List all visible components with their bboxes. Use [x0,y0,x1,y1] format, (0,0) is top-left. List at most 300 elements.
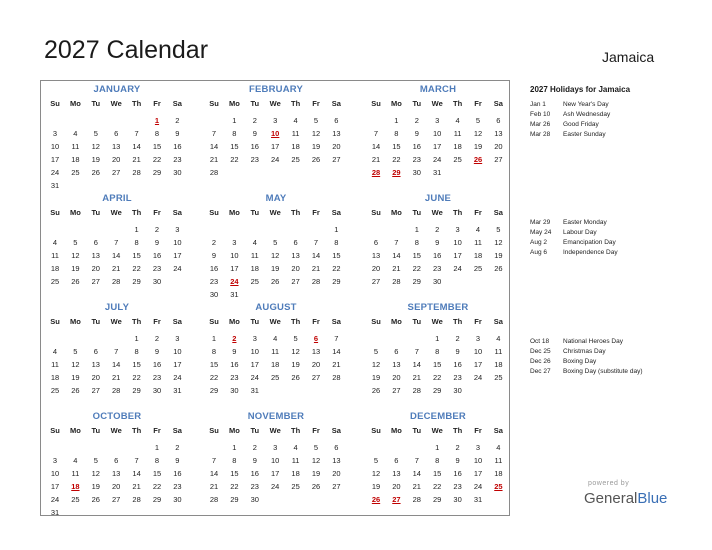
day-cell[interactable]: 14 [112,251,121,260]
day-cell[interactable]: 1 [435,334,440,343]
day-cell[interactable]: 1 [414,225,419,234]
day-cell[interactable]: 26 [91,495,100,504]
day-cell[interactable]: 14 [112,360,121,369]
day-cell[interactable]: 4 [496,334,501,343]
day-cell[interactable]: 28 [412,386,421,395]
day-cell[interactable]: 26 [311,482,321,491]
day-cell[interactable]: 2 [455,334,460,343]
day-cell[interactable]: 6 [114,129,119,138]
day-cell[interactable]: 27 [291,277,300,286]
day-cell[interactable]: 4 [52,238,58,247]
day-cell[interactable]: 30 [453,495,462,504]
day-cell[interactable]: 11 [494,456,503,465]
day-cell[interactable]: 19 [291,360,300,369]
day-cell[interactable]: 12 [71,251,80,260]
day-cell[interactable]: 21 [332,360,341,369]
day-cell[interactable]: 13 [291,251,300,260]
day-cell[interactable]: 18 [473,251,483,260]
day-cell[interactable]: 6 [334,443,339,452]
day-cell[interactable]: 11 [71,469,80,478]
day-cell[interactable]: 29 [412,277,421,286]
day-cell[interactable]: 23 [433,264,442,273]
day-cell[interactable]: 23 [173,155,182,164]
day-cell[interactable]: 26 [91,168,100,177]
day-cell[interactable]: 4 [252,238,257,247]
day-cell[interactable]: 16 [152,360,162,369]
day-cell[interactable]: 19 [91,482,100,491]
day-cell[interactable]: 1 [232,443,237,452]
day-cell[interactable]: 14 [132,469,141,478]
day-cell[interactable]: 30 [173,168,182,177]
day-cell[interactable]: 15 [392,142,401,151]
day-cell[interactable]: 20 [371,264,381,273]
day-cell[interactable]: 14 [209,469,219,478]
day-cell[interactable]: 16 [433,251,442,260]
day-cell[interactable]: 12 [311,456,321,465]
day-cell[interactable]: 7 [373,129,379,138]
day-cell[interactable]: 13 [332,456,341,465]
day-cell[interactable]: 28 [311,277,321,286]
day-cell[interactable]: 24 [50,495,60,504]
day-cell[interactable]: 19 [311,142,321,151]
day-cell[interactable]: 15 [230,469,239,478]
day-cell[interactable]: 27 [91,386,100,395]
day-cell[interactable]: 14 [311,251,321,260]
day-cell[interactable]: 24 [473,482,483,491]
day-cell[interactable]: 13 [112,142,121,151]
day-cell[interactable]: 7 [414,347,419,356]
day-cell[interactable]: 6 [93,238,98,247]
day-cell[interactable]: 5 [313,116,319,125]
day-cell[interactable]: 15 [230,142,239,151]
day-cell[interactable]: 6 [293,238,298,247]
day-cell[interactable]: 20 [112,155,121,164]
day-cell[interactable]: 18 [250,264,259,273]
day-cell[interactable]: 13 [112,469,121,478]
day-cell[interactable]: 9 [175,456,180,465]
day-cell[interactable]: 22 [230,155,239,164]
day-cell[interactable]: 11 [494,347,503,356]
day-cell[interactable]: 27 [91,277,100,286]
holiday-day-cell[interactable]: 25 [494,482,503,491]
day-cell[interactable]: 17 [230,264,239,273]
day-cell[interactable]: 19 [473,142,483,151]
day-cell[interactable]: 10 [50,469,60,478]
day-cell[interactable]: 24 [173,373,182,382]
day-cell[interactable]: 4 [496,443,501,452]
day-cell[interactable]: 11 [271,347,280,356]
day-cell[interactable]: 3 [435,116,440,125]
day-cell[interactable]: 7 [114,238,119,247]
day-cell[interactable]: 20 [291,264,300,273]
day-cell[interactable]: 3 [252,334,257,343]
day-cell[interactable]: 29 [152,168,162,177]
day-cell[interactable]: 18 [453,142,462,151]
day-cell[interactable]: 2 [455,443,460,452]
day-cell[interactable]: 29 [132,386,141,395]
day-cell[interactable]: 7 [313,238,319,247]
day-cell[interactable]: 3 [273,443,278,452]
day-cell[interactable]: 6 [394,347,399,356]
day-cell[interactable]: 22 [209,373,219,382]
day-cell[interactable]: 12 [311,129,321,138]
day-cell[interactable]: 30 [173,495,182,504]
day-cell[interactable]: 15 [412,251,421,260]
day-cell[interactable]: 5 [313,443,319,452]
day-cell[interactable]: 22 [132,373,141,382]
day-cell[interactable]: 22 [412,264,421,273]
day-cell[interactable]: 10 [230,251,239,260]
day-cell[interactable]: 25 [71,168,80,177]
day-cell[interactable]: 24 [473,373,483,382]
day-cell[interactable]: 20 [332,142,341,151]
day-cell[interactable]: 20 [392,482,401,491]
day-cell[interactable]: 13 [91,360,100,369]
day-cell[interactable]: 16 [453,469,462,478]
day-cell[interactable]: 20 [91,373,100,382]
day-cell[interactable]: 23 [152,373,162,382]
day-cell[interactable]: 22 [152,482,162,491]
day-cell[interactable]: 22 [433,373,442,382]
day-cell[interactable]: 12 [291,347,300,356]
day-cell[interactable]: 20 [392,373,401,382]
day-cell[interactable]: 7 [334,334,339,343]
day-cell[interactable]: 29 [332,277,341,286]
day-cell[interactable]: 16 [250,142,259,151]
day-cell[interactable]: 16 [152,251,162,260]
day-cell[interactable]: 21 [209,155,219,164]
day-cell[interactable]: 7 [211,456,217,465]
day-cell[interactable]: 13 [91,251,100,260]
day-cell[interactable]: 12 [371,469,381,478]
holiday-day-cell[interactable]: 2 [232,334,237,343]
day-cell[interactable]: 23 [209,277,219,286]
day-cell[interactable]: 11 [71,142,80,151]
day-cell[interactable]: 10 [50,142,60,151]
day-cell[interactable]: 16 [453,360,462,369]
day-cell[interactable]: 15 [433,469,442,478]
day-cell[interactable]: 9 [175,129,180,138]
day-cell[interactable]: 23 [152,264,162,273]
holiday-day-cell[interactable]: 29 [392,168,401,177]
day-cell[interactable]: 27 [332,155,341,164]
day-cell[interactable]: 28 [132,168,141,177]
day-cell[interactable]: 28 [112,386,121,395]
day-cell[interactable]: 6 [496,116,501,125]
holiday-day-cell[interactable]: 28 [371,168,381,177]
day-cell[interactable]: 3 [175,334,180,343]
day-cell[interactable]: 5 [293,334,298,343]
day-cell[interactable]: 14 [132,142,141,151]
day-cell[interactable]: 28 [332,373,341,382]
day-cell[interactable]: 2 [414,116,419,125]
day-cell[interactable]: 25 [453,155,462,164]
day-cell[interactable]: 17 [271,142,280,151]
day-cell[interactable]: 3 [455,225,460,234]
day-cell[interactable]: 27 [494,155,503,164]
day-cell[interactable]: 1 [435,443,440,452]
day-cell[interactable]: 8 [134,238,139,247]
day-cell[interactable]: 18 [291,469,300,478]
day-cell[interactable]: 4 [475,225,481,234]
day-cell[interactable]: 1 [394,116,399,125]
day-cell[interactable]: 14 [209,142,219,151]
day-cell[interactable]: 24 [453,264,462,273]
day-cell[interactable]: 16 [412,142,421,151]
day-cell[interactable]: 12 [494,238,503,247]
day-cell[interactable]: 27 [112,495,121,504]
day-cell[interactable]: 2 [175,443,180,452]
day-cell[interactable]: 25 [250,277,259,286]
day-cell[interactable]: 12 [91,142,100,151]
day-cell[interactable]: 26 [494,264,503,273]
day-cell[interactable]: 18 [71,155,80,164]
day-cell[interactable]: 9 [211,251,217,260]
day-cell[interactable]: 27 [311,373,321,382]
day-cell[interactable]: 22 [230,482,239,491]
day-cell[interactable]: 17 [473,360,483,369]
day-cell[interactable]: 21 [412,482,421,491]
day-cell[interactable]: 2 [154,334,160,343]
day-cell[interactable]: 25 [494,373,503,382]
day-cell[interactable]: 20 [91,264,100,273]
day-cell[interactable]: 30 [433,277,442,286]
day-cell[interactable]: 28 [112,277,121,286]
day-cell[interactable]: 25 [71,495,80,504]
day-cell[interactable]: 11 [453,129,462,138]
day-cell[interactable]: 16 [173,142,182,151]
day-cell[interactable]: 11 [291,129,300,138]
day-cell[interactable]: 25 [50,277,60,286]
day-cell[interactable]: 17 [433,142,442,151]
day-cell[interactable]: 31 [50,181,60,190]
day-cell[interactable]: 10 [173,238,182,247]
day-cell[interactable]: 8 [211,347,217,356]
day-cell[interactable]: 1 [211,334,217,343]
day-cell[interactable]: 20 [112,482,121,491]
day-cell[interactable]: 2 [154,225,160,234]
day-cell[interactable]: 19 [271,264,280,273]
day-cell[interactable]: 30 [453,386,462,395]
day-cell[interactable]: 17 [473,469,483,478]
day-cell[interactable]: 2 [175,116,180,125]
day-cell[interactable]: 11 [291,456,300,465]
day-cell[interactable]: 17 [173,360,182,369]
day-cell[interactable]: 28 [392,277,401,286]
day-cell[interactable]: 13 [392,469,401,478]
day-cell[interactable]: 8 [154,129,160,138]
day-cell[interactable]: 2 [435,225,440,234]
day-cell[interactable]: 15 [209,360,219,369]
day-cell[interactable]: 10 [473,456,483,465]
day-cell[interactable]: 3 [475,443,481,452]
day-cell[interactable]: 26 [371,386,381,395]
day-cell[interactable]: 6 [394,456,399,465]
day-cell[interactable]: 5 [73,238,78,247]
day-cell[interactable]: 26 [71,386,80,395]
day-cell[interactable]: 29 [230,495,239,504]
day-cell[interactable]: 16 [230,360,239,369]
day-cell[interactable]: 5 [373,456,379,465]
day-cell[interactable]: 28 [209,495,219,504]
day-cell[interactable]: 5 [496,225,501,234]
holiday-day-cell[interactable]: 10 [271,129,280,138]
day-cell[interactable]: 29 [209,386,219,395]
day-cell[interactable]: 9 [252,129,257,138]
day-cell[interactable]: 6 [114,456,119,465]
day-cell[interactable]: 9 [414,129,419,138]
day-cell[interactable]: 19 [371,482,381,491]
day-cell[interactable]: 11 [51,360,59,369]
day-cell[interactable]: 3 [232,238,237,247]
day-cell[interactable]: 5 [273,238,278,247]
holiday-day-cell[interactable]: 18 [71,482,80,491]
day-cell[interactable]: 31 [173,386,182,395]
day-cell[interactable]: 14 [332,347,341,356]
day-cell[interactable]: 13 [494,129,503,138]
day-cell[interactable]: 10 [473,347,483,356]
day-cell[interactable]: 21 [112,373,121,382]
day-cell[interactable]: 23 [250,155,259,164]
day-cell[interactable]: 30 [152,386,162,395]
day-cell[interactable]: 10 [453,238,462,247]
day-cell[interactable]: 27 [332,482,341,491]
day-cell[interactable]: 21 [371,155,381,164]
day-cell[interactable]: 5 [475,116,481,125]
day-cell[interactable]: 24 [50,168,60,177]
day-cell[interactable]: 31 [50,508,60,517]
day-cell[interactable]: 31 [230,290,239,299]
day-cell[interactable]: 16 [209,264,219,273]
day-cell[interactable]: 21 [311,264,321,273]
day-cell[interactable]: 21 [132,155,141,164]
day-cell[interactable]: 14 [371,142,381,151]
day-cell[interactable]: 4 [293,443,298,452]
day-cell[interactable]: 4 [273,334,278,343]
day-cell[interactable]: 17 [50,482,60,491]
day-cell[interactable]: 10 [250,347,259,356]
day-cell[interactable]: 18 [494,469,503,478]
day-cell[interactable]: 17 [50,155,60,164]
day-cell[interactable]: 9 [455,347,460,356]
day-cell[interactable]: 20 [311,360,321,369]
day-cell[interactable]: 28 [209,168,219,177]
day-cell[interactable]: 15 [132,251,141,260]
day-cell[interactable]: 8 [435,347,440,356]
day-cell[interactable]: 14 [412,360,421,369]
day-cell[interactable]: 29 [152,495,162,504]
day-cell[interactable]: 22 [332,264,341,273]
day-cell[interactable]: 16 [173,469,182,478]
day-cell[interactable]: 31 [473,495,483,504]
holiday-day-cell[interactable]: 27 [392,495,401,504]
day-cell[interactable]: 21 [392,264,401,273]
day-cell[interactable]: 4 [293,116,298,125]
day-cell[interactable]: 3 [52,456,58,465]
day-cell[interactable]: 17 [250,360,259,369]
day-cell[interactable]: 22 [433,482,442,491]
day-cell[interactable]: 19 [71,373,80,382]
day-cell[interactable]: 19 [311,469,321,478]
day-cell[interactable]: 25 [271,373,280,382]
day-cell[interactable]: 30 [230,386,239,395]
day-cell[interactable]: 7 [114,347,119,356]
day-cell[interactable]: 18 [494,360,503,369]
day-cell[interactable]: 28 [132,495,141,504]
day-cell[interactable]: 27 [112,168,121,177]
day-cell[interactable]: 7 [394,238,399,247]
day-cell[interactable]: 22 [132,264,141,273]
day-cell[interactable]: 16 [250,469,259,478]
day-cell[interactable]: 7 [134,456,139,465]
day-cell[interactable]: 18 [271,360,280,369]
day-cell[interactable]: 13 [311,347,321,356]
day-cell[interactable]: 29 [132,277,141,286]
day-cell[interactable]: 17 [173,251,182,260]
holiday-day-cell[interactable]: 1 [154,116,160,125]
day-cell[interactable]: 23 [453,482,462,491]
day-cell[interactable]: 8 [334,238,339,247]
day-cell[interactable]: 23 [230,373,239,382]
day-cell[interactable]: 3 [475,334,481,343]
day-cell[interactable]: 10 [173,347,182,356]
day-cell[interactable]: 9 [252,456,257,465]
day-cell[interactable]: 19 [71,264,80,273]
day-cell[interactable]: 24 [173,264,182,273]
day-cell[interactable]: 12 [271,251,280,260]
day-cell[interactable]: 2 [211,238,217,247]
day-cell[interactable]: 19 [371,373,381,382]
day-cell[interactable]: 30 [412,168,421,177]
day-cell[interactable]: 18 [50,264,60,273]
day-cell[interactable]: 21 [209,482,219,491]
day-cell[interactable]: 27 [392,386,401,395]
day-cell[interactable]: 18 [50,373,60,382]
day-cell[interactable]: 23 [173,482,182,491]
day-cell[interactable]: 19 [91,155,100,164]
day-cell[interactable]: 3 [175,225,180,234]
day-cell[interactable]: 6 [93,347,98,356]
day-cell[interactable]: 24 [271,155,280,164]
holiday-day-cell[interactable]: 24 [230,277,239,286]
holiday-day-cell[interactable]: 6 [313,334,319,343]
day-cell[interactable]: 14 [412,469,421,478]
day-cell[interactable]: 9 [232,347,237,356]
day-cell[interactable]: 22 [152,155,162,164]
day-cell[interactable]: 11 [474,238,482,247]
day-cell[interactable]: 12 [91,469,100,478]
day-cell[interactable]: 10 [433,129,442,138]
day-cell[interactable]: 26 [71,277,80,286]
day-cell[interactable]: 15 [152,469,162,478]
day-cell[interactable]: 3 [273,116,278,125]
day-cell[interactable]: 1 [154,443,160,452]
day-cell[interactable]: 9 [435,238,440,247]
day-cell[interactable]: 5 [93,129,98,138]
day-cell[interactable]: 17 [453,251,462,260]
day-cell[interactable]: 13 [371,251,381,260]
day-cell[interactable]: 4 [455,116,460,125]
day-cell[interactable]: 8 [232,129,237,138]
day-cell[interactable]: 7 [414,456,419,465]
day-cell[interactable]: 8 [414,238,419,247]
day-cell[interactable]: 5 [373,347,379,356]
day-cell[interactable]: 4 [73,129,78,138]
day-cell[interactable]: 9 [154,347,160,356]
day-cell[interactable]: 15 [152,142,162,151]
day-cell[interactable]: 11 [250,251,259,260]
day-cell[interactable]: 15 [433,360,442,369]
